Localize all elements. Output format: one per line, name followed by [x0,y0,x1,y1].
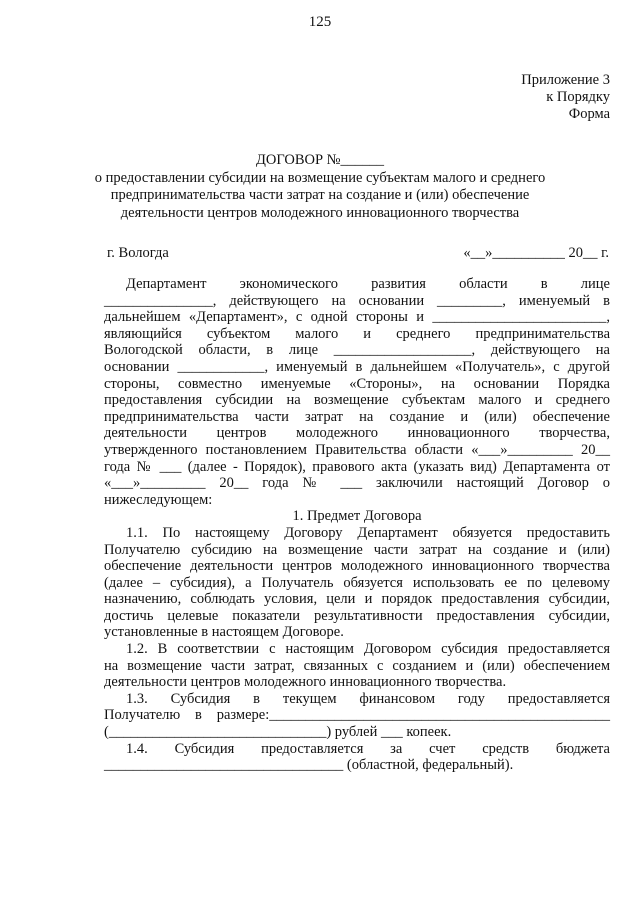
body-line: Департамент экономического развития области в лице [126,276,610,292]
clause-1-2 [104,641,610,691]
body-line: 1.1. По настоящему Договору Департамент обязуется предоставить [126,524,610,541]
clause-1-4 [104,741,610,774]
body-line: (далее – субсидия), а Получатель обязуется использовать ее по целевому [104,574,610,591]
appendix-line: Приложение 3 [521,72,610,88]
body-line: года № ___ (далее - Порядок), правового акта (указать вид) Департамента от [104,458,610,475]
body-line: 1.4. Субсидия предоставляется за счет средств бюджета [126,740,610,757]
page-number: 125 [308,14,332,30]
body-line: являющийся субъектом малого и среднего предпринимательства [104,325,610,342]
body-line: 1.2. В соответствии с настоящим Договором субсидия предоставляется [126,641,610,658]
body-line: Получателю субсидию на возмещение части затрат на создание и (или) [104,541,610,558]
body-line: Получателю в размере:_______________________________________________ [104,707,610,724]
body-line: _______________, действующего на основании _________, именуемый в [104,292,610,309]
clause-1-1 [104,525,610,641]
document-body [104,276,610,774]
document-title [60,152,580,222]
appendix-line: Форма [568,106,610,122]
body-line: (______________________________) рублей ___ копеек. [104,724,452,741]
body-line: _________________________________ (областной, федеральный). [104,757,514,774]
title-line: предпринимательства части затрат на создание и (или) обеспечение [110,187,530,203]
body-line: нижеследующем: [104,491,213,508]
body-line: стороны, совместно именуемые «Стороны», на основании Порядка [104,375,610,392]
body-line: «___»_________ 20__ года № ___ заключили настоящий Договор о [104,475,610,492]
contract-date: «__»__________ 20__ г. [463,245,609,261]
city: г. Вологда [107,245,169,261]
section-title: 1. Предмет Договора [292,508,422,525]
preamble [104,276,610,508]
body-line: дальнейшем «Департамент», с одной стороны и ________________________, [104,309,610,326]
title-line: о предоставлении субсидии на возмещение субъектам малого и среднего [94,169,546,186]
body-line: обеспечение деятельности центров молодежного инновационного творчества [104,558,610,575]
appendix-line: к Порядку [546,89,610,105]
body-line: установленные в настоящем Договоре. [104,624,344,641]
body-line: основании ____________, именуемый в дальнейшем «Получатель», с другой [104,358,610,375]
body-line: достичь целевые показатели результативности предоставления субсидии, [104,607,610,624]
body-line: предпринимательства части затрат на создание и (или) обеспечение [104,408,610,425]
title-line: ДОГОВОР №______ [255,152,385,168]
body-line: Вологодской области, в лице ___________________, действующего на [104,342,610,359]
body-line: предоставления субсидии на возмещение субъектам малого и среднего [104,392,610,409]
body-line: назначению, соблюдать условия, цели и порядок предоставления субсидии, [104,591,610,608]
body-line: деятельности центров молодежного инновационного творчества. [104,674,507,691]
body-line: утвержденного постановлением Правительства области «___»_________ 20__ [104,441,610,458]
clause-1-3 [104,691,610,741]
title-line: деятельности центров молодежного инновационного творчества [120,204,520,221]
appendix-header [521,72,610,123]
place-date-row [107,245,609,262]
body-line: 1.3. Субсидия в текущем финансовом году предоставляется [126,690,610,707]
body-line: деятельности центров молодежного инновационного творчества, [104,425,610,442]
body-line: на возмещение части затрат, связанных с созданием и (или) обеспечением [104,657,610,674]
